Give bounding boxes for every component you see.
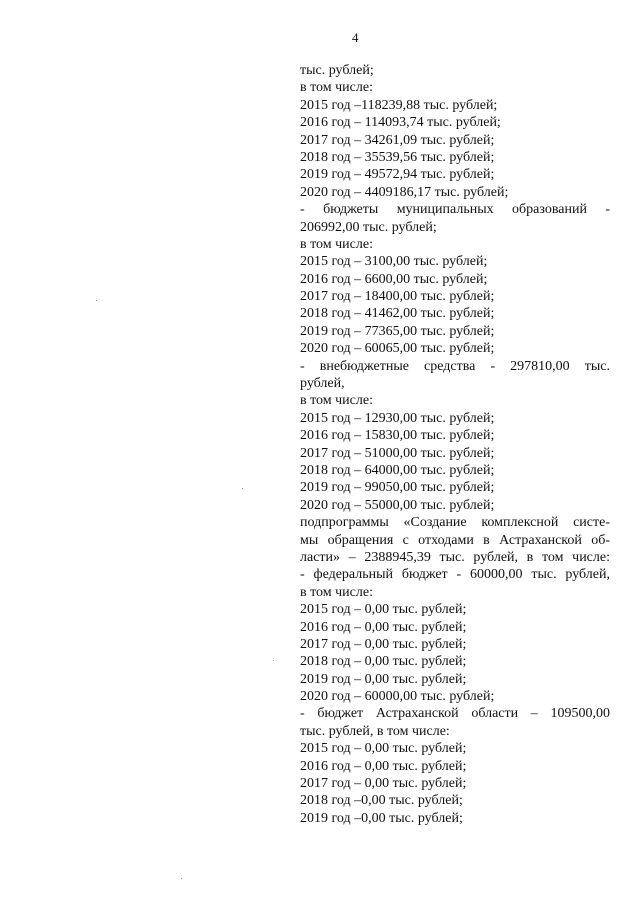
text-line: в том числе: <box>300 584 373 600</box>
text-line: 2019 год –0,00 тыс. рублей; <box>300 810 463 826</box>
text-line: 2017 год – 0,00 тыс. рублей; <box>300 776 467 792</box>
text-line: 2015 год – 0,00 тыс. рублей; <box>300 741 467 757</box>
text-line: 2020 год – 4409186,17 тыс. рублей; <box>300 184 509 200</box>
text-line: 2016 год – 6600,00 тыс. рублей; <box>300 271 488 287</box>
text-line: - внебюджетные средства - 297810,00 тыс. <box>300 358 610 374</box>
text-line: 2018 год – 0,00 тыс. рублей; <box>300 654 467 670</box>
text-line: в том числе: <box>300 80 373 96</box>
text-line: тыс. рублей, в том числе: <box>300 723 450 739</box>
text-line: 2020 год – 60065,00 тыс. рублей; <box>300 341 495 357</box>
text-line: 2015 год – 0,00 тыс. рублей; <box>300 602 467 618</box>
scan-speck <box>181 878 182 879</box>
text-line: 2020 год – 55000,00 тыс. рублей; <box>300 497 495 513</box>
page-number: 4 <box>352 30 359 45</box>
text-line: 2016 год – 114093,74 тыс. рублей; <box>300 115 501 131</box>
text-line: 2016 год – 0,00 тыс. рублей; <box>300 758 467 774</box>
scan-speck <box>273 660 274 661</box>
scan-speck <box>242 488 243 489</box>
text-line: 2015 год – 3100,00 тыс. рублей; <box>300 254 488 270</box>
text-line: 2018 год –0,00 тыс. рублей; <box>300 793 463 809</box>
text-line: 2019 год – 99050,00 тыс. рублей; <box>300 480 495 496</box>
text-line: 2018 год – 64000,00 тыс. рублей; <box>300 462 495 478</box>
text-line: 2017 год – 34261,09 тыс. рублей; <box>300 132 495 148</box>
scan-speck <box>96 300 97 301</box>
text-line: - бюджет Астраханской области – 109500,00 <box>300 706 610 722</box>
text-line: мы обращения с отходами в Астраханской об- <box>300 532 610 548</box>
text-line: подпрограммы «Создание комплексной систе- <box>300 515 610 531</box>
text-line: 2015 год – 12930,00 тыс. рублей; <box>300 410 495 426</box>
text-line: 2019 год – 77365,00 тыс. рублей; <box>300 323 495 339</box>
text-line: рублей, <box>300 376 345 392</box>
text-line: 2015 год –118239,88 тыс. рублей; <box>300 97 498 113</box>
text-line: 2016 год – 0,00 тыс. рублей; <box>300 619 467 635</box>
text-line: 206992,00 тыс. рублей; <box>300 219 437 235</box>
text-line: 2019 год – 49572,94 тыс. рублей; <box>300 167 495 183</box>
text-line: в том числе: <box>300 393 373 409</box>
text-line: тыс. рублей; <box>300 63 374 78</box>
text-line: 2018 год – 35539,56 тыс. рублей; <box>300 149 495 165</box>
text-column <box>300 62 610 827</box>
text-line: ласти» – 2388945,39 тыс. рублей, в том числе: <box>300 549 610 565</box>
text-line: - федеральный бюджет - 60000,00 тыс. рублей, <box>300 567 610 583</box>
text-line: в том числе: <box>300 236 373 252</box>
text-line: - бюджеты муниципальных образований - <box>300 202 610 218</box>
text-line: 2017 год – 0,00 тыс. рублей; <box>300 636 467 652</box>
text-line: 2018 год – 41462,00 тыс. рублей; <box>300 306 495 322</box>
text-line: 2016 год – 15830,00 тыс. рублей; <box>300 428 495 444</box>
text-line: 2020 год – 60000,00 тыс. рублей; <box>300 689 495 705</box>
text-line: 2017 год – 51000,00 тыс. рублей; <box>300 445 495 461</box>
text-line: 2017 год – 18400,00 тыс. рублей; <box>300 289 495 305</box>
text-line: 2019 год – 0,00 тыс. рублей; <box>300 671 467 687</box>
